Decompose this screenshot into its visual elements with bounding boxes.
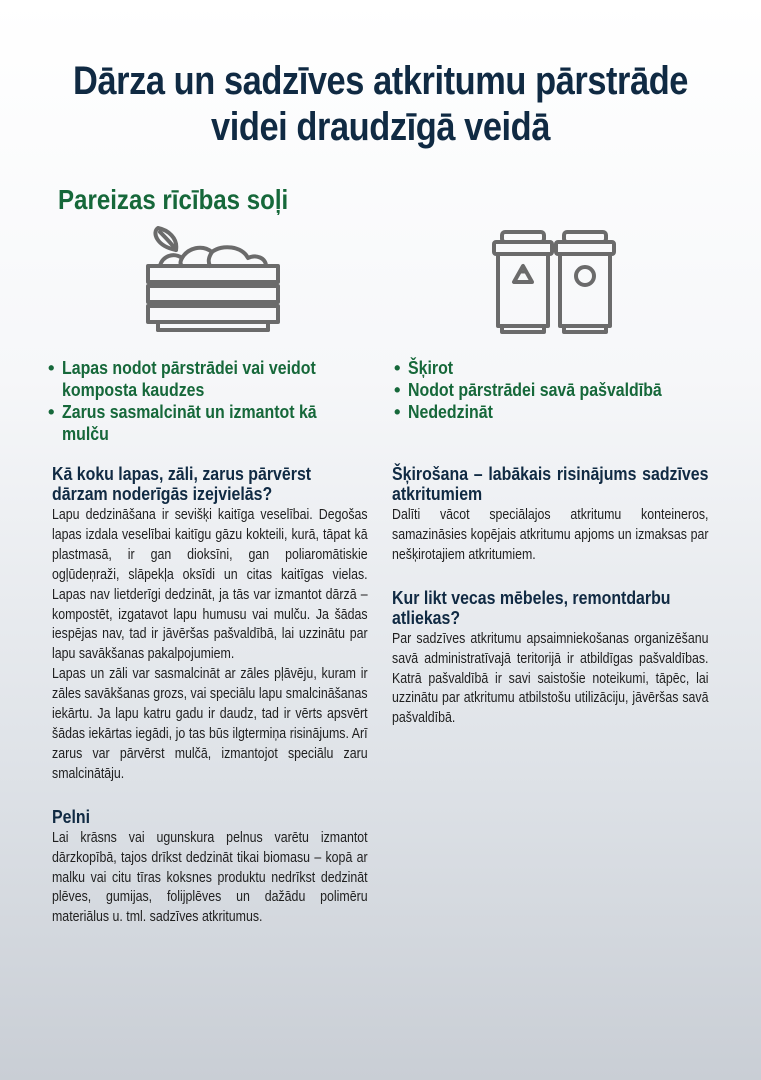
title-line-2: videi draudzīgā veidā — [211, 105, 550, 149]
sorting-heading: Šķirošana – labākais risinājums sadzīves atkritumiem — [392, 463, 709, 504]
list-item: • Nededzināt — [394, 401, 714, 423]
left-action-list — [48, 357, 388, 445]
furniture-heading: Kur likt vecas mēbeles, remontdarbu atliekas? — [392, 586, 671, 628]
title-line-1: Dārza un sadzīves atkritumu pārstrāde — [73, 59, 688, 103]
furniture-paragraph: Par sadzīves atkritumu apsaimniekošanas organizēšanu savā administratīvajā teritorijā ir atbildīgas pašvaldības. Katrā pašvaldībā ir savi saistošie noteikumi, tāpēc, lai uzzinātu par atkritumu atbilstošu utilizāciju, jāvēršas savā pašvaldībā. — [392, 630, 709, 727]
list-item: • Lapas nodot pārstrādei vai veidot komposta kaudzes — [48, 357, 388, 401]
right-column — [392, 464, 760, 729]
leaves-paragraph-1: Lapu dedzināšana ir sevišķi kaitīga veselībai. Degošas lapas izdala veselībai kaitīgu gāzu kokteili, kurā, tāpat kā plastmasā, ir gan dioksīni, gan poliaromātiskie ogļūdeņraži, slāpekļa oksīdi un citas kaitīgas vielas. Lapas nav lietderīgi dedzināt, ja tās var izmantot dārzā – kompostēt, izgatavot lapu humusu vai mulču. Ja šādas iespējas nav, tad ir jāvēršas pašvaldībā, lai uzzinātu par lapu savākšanas pakalpojumiem. — [52, 507, 368, 663]
ash-heading: Pelni — [52, 805, 91, 827]
left-column — [52, 464, 419, 928]
compost-crate-icon — [146, 226, 282, 332]
page-title — [53, 58, 707, 150]
sorting-paragraph: Dalīti vācot speciālajos atkritumu konteineros, samazināsies kopējais atkritumu apjoms un izmaksas par nešķirotajiem atkritumiem. — [392, 507, 709, 563]
right-action-list — [394, 357, 714, 423]
ash-paragraph: Lai krāsns vai ugunskura pelnus varētu izmantot dārzkopībā, tajos drīkst dedzināt tikai biomasu – kopā ar malku vai citu tīras koksnes produktu nedrīkst dedzināt plēves, gumijas, folijplēves un dažādu polimēru materiālus u. tml. sadzīves atkritumus. — [52, 829, 368, 926]
list-item: • Šķirot — [394, 357, 714, 379]
section-subtitle: Pareizas rīcības soļi — [58, 184, 289, 215]
leaves-heading: Kā koku lapas, zāli, zarus pārvērst dārzam noderīgās izejvielās? — [52, 463, 312, 504]
list-item: • Zarus sasmalcināt un izmantot kā mulču — [48, 401, 388, 445]
recycling-bins-icon — [492, 230, 618, 336]
list-item: • Nodot pārstrādei savā pašvaldībā — [394, 379, 714, 401]
leaves-paragraph-2: Lapas un zāli var sasmalcināt ar zāles pļāvēju, kuram ir zāles savākšanas grozs, vai speciālu lapu smalcināšanas iekārtu. Ja lapu katru gadu ir daudz, tad ir vērts apsvērt šādas iekārtas iegādi, jo tas būs ilgtermiņa risinājums. Arī zarus var pārvērst mulčā, izmantojot speciālu zaru smalcinātāju. — [52, 666, 368, 782]
